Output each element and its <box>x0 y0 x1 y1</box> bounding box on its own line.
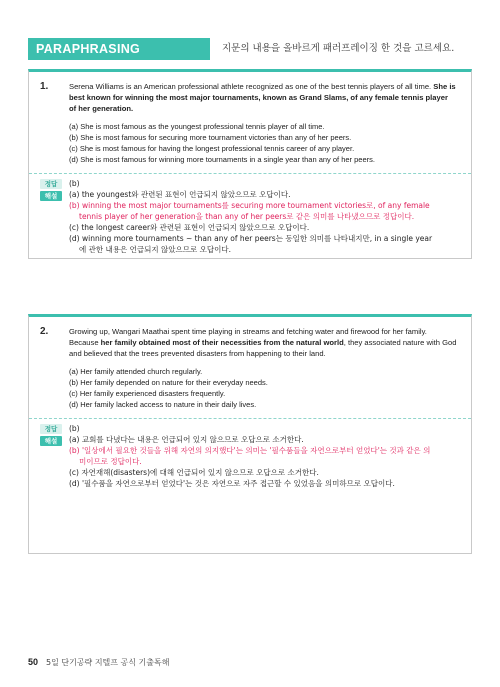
book-title: 5일 단기공략 지텔프 공식 기출독해 <box>46 658 170 667</box>
option-a: (a) Her family attended church regularly. <box>69 366 203 376</box>
explanation-d: (d) winning more tournaments ~ than any of her peers는 동일한 의미를 나타내지만, in a single year 에 관한 내용은 언급되지 않았으므로 오답이다. <box>69 233 433 254</box>
explanation-tag: 해설 <box>40 191 62 201</box>
passage-text: Growing up, Wangari Maathai spent time playing in streams and fetching water and firewood for her family. Because <box>69 327 427 348</box>
explanation-a: (a) 교회를 다녔다는 내용은 언급되어 있지 않으므로 오답으로 소거한다. <box>69 434 304 444</box>
page-number: 50 <box>28 657 39 667</box>
explanation-b: (b) winning the most major tournaments를 securing more tournament victories로, of any female tennis player of her generation을 than any of her peers로 같은 의미를 나타냈으므로 정답이다. <box>69 200 430 221</box>
answer-section <box>29 174 471 259</box>
option-a: (a) She is most famous as the youngest professional tennis player of all time. <box>69 121 325 131</box>
explanation-a: (a) the youngest와 관련된 표현이 언급되지 않았으므로 오답이다. <box>69 189 291 199</box>
option-b: (b) She is most famous for securing more tournament victories than any of her peers. <box>69 132 352 142</box>
question-number: 1. <box>40 81 49 92</box>
question-number: 2. <box>40 326 49 337</box>
answer-section <box>29 419 471 493</box>
option-list <box>69 366 457 410</box>
passage-key-sentence: She is best known for winning the most major tournaments, known as Grand Slams, of any female tennis player of her generation. <box>69 82 456 114</box>
page-footer <box>28 657 169 668</box>
section-title-bar <box>28 38 210 60</box>
explanation-c: (c) the longest career와 관련된 표현이 언급되지 않았으므로 오답이다. <box>69 222 310 232</box>
option-c: (c) Her family experienced disasters frequently. <box>69 388 226 398</box>
section-title: PARAPHRASING <box>36 42 141 56</box>
answer-value: (b) <box>69 178 80 188</box>
answer-value: (b) <box>69 423 80 433</box>
option-list <box>69 121 457 165</box>
question-passage <box>69 81 457 115</box>
instruction-text: 지문의 내용을 올바르게 패러프레이징 한 것을 고르세요. <box>222 43 455 54</box>
explanation-d: (d) '필수품을 자연으로부터 얻었다'는 것은 자연으로 자주 접근할 수 있었음을 의미하므로 오답이다. <box>69 478 395 488</box>
option-d: (d) She is most famous for winning more tournaments in a single year than any of her peers. <box>69 154 375 164</box>
explanation-b: (b) '일상에서 필요한 것들을 위해 자연의 의지했다'는 의미는 '필수품들을 자연으로부터 얻었다'는 것과 같은 의 미이므로 정답이다. <box>69 445 431 466</box>
answer-tag: 정답 <box>40 179 62 189</box>
explanation-c: (c) 자연재해(disasters)에 대해 언급되어 있지 않으므로 오답으로 소거한다. <box>69 467 319 477</box>
question-passage <box>69 326 457 360</box>
explanation-tag: 해설 <box>40 436 62 446</box>
answer-tag: 정답 <box>40 424 62 434</box>
option-c: (c) She is most famous for having the longest professional tennis career of any player. <box>69 143 355 153</box>
question-box-2 <box>28 314 472 554</box>
option-d: (d) Her family lacked access to nature in their daily lives. <box>69 399 257 409</box>
option-b: (b) Her family depended on nature for their everyday needs. <box>69 377 268 387</box>
passage-key-sentence: her family obtained most of their necessities from the natural world <box>100 338 344 348</box>
passage-text: Serena Williams is an American professional athlete recognized as one of the best tennis players of all time. <box>69 82 434 91</box>
question-box-1 <box>28 69 472 259</box>
passage-text-2: , they associated nature with God and believed that the trees prevented disasters from happening to their land. <box>69 338 457 359</box>
